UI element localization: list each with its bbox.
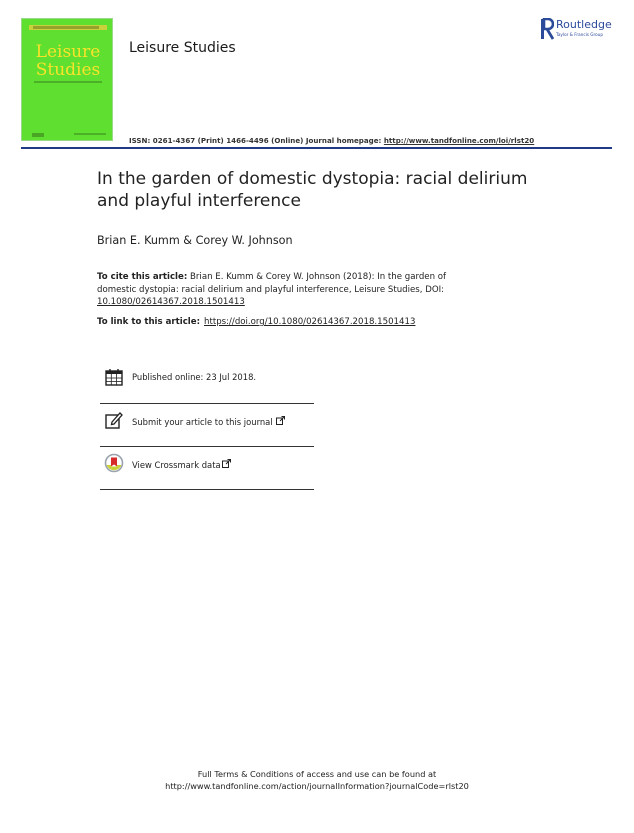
cover-top-strip <box>29 25 107 30</box>
cite-label: To cite this article: <box>97 272 188 282</box>
journal-homepage-link[interactable]: http://www.tandfonline.com/loi/rlst20 <box>383 136 535 145</box>
article-link-line <box>97 317 415 327</box>
journal-name: Leisure Studies <box>129 40 236 56</box>
info-divider-1 <box>100 403 314 404</box>
cite-text: Brian E. Kumm & Corey W. Johnson (2018): In the garden of domestic dystopia: racial delirium and playful interference, Leisure Studies, DOI: <box>97 272 447 295</box>
external-link-icon <box>222 459 231 468</box>
crossmark-link[interactable] <box>132 459 231 470</box>
routledge-r-icon <box>540 18 554 40</box>
external-link-icon <box>276 416 285 425</box>
footer-line-1: Full Terms & Conditions of access and use can be found at <box>197 769 437 779</box>
published-online-text: Published online: 23 Jul 2018. <box>132 372 257 382</box>
cover-title <box>22 43 113 79</box>
issn-text: ISSN: 0261-4367 (Print) 1466-4496 (Online) Journal homepage: <box>129 136 384 145</box>
publisher-tagline: Taylor & Francis Group <box>556 32 604 37</box>
cover-subtitle-bar <box>34 81 102 83</box>
journal-cover-image <box>21 18 113 141</box>
footer-terms <box>0 768 634 792</box>
cite-doi-link[interactable]: 10.1080/02614367.2018.1501413 <box>97 297 245 307</box>
link-label: To link to this article: <box>97 317 201 327</box>
submit-article-text: Submit your article to this journal <box>132 417 273 427</box>
issn-line <box>129 136 534 145</box>
edit-pencil-icon <box>104 410 124 430</box>
publisher-logo <box>540 18 616 42</box>
article-title: In the garden of domestic dystopia: racial delirium and playful interference <box>97 169 528 211</box>
published-online-row <box>100 365 314 405</box>
calendar-icon <box>104 367 124 387</box>
crossmark-text: View Crossmark data <box>132 460 221 470</box>
cover-title-line1: Leisure <box>35 42 101 62</box>
submit-article-row[interactable] <box>100 408 314 448</box>
footer-terms-link[interactable]: http://www.tandfonline.com/action/journalInformation?journalCode=rlst20 <box>165 781 469 791</box>
article-authors: Brian E. Kumm & Corey W. Johnson <box>97 234 293 247</box>
cover-footer-bar <box>74 133 106 135</box>
header-rule <box>21 147 612 149</box>
crossmark-row[interactable] <box>100 451 314 491</box>
info-divider-2 <box>100 446 314 447</box>
publisher-name: Routledge <box>556 18 612 31</box>
cover-logo-mark <box>32 133 44 137</box>
citation-block <box>97 271 477 309</box>
article-doi-link[interactable]: https://doi.org/10.1080/02614367.2018.1501413 <box>204 317 416 327</box>
submit-article-link[interactable] <box>132 416 285 427</box>
info-divider-3 <box>100 489 314 490</box>
crossmark-icon <box>104 453 124 473</box>
cover-title-line2: Studies <box>35 60 101 80</box>
